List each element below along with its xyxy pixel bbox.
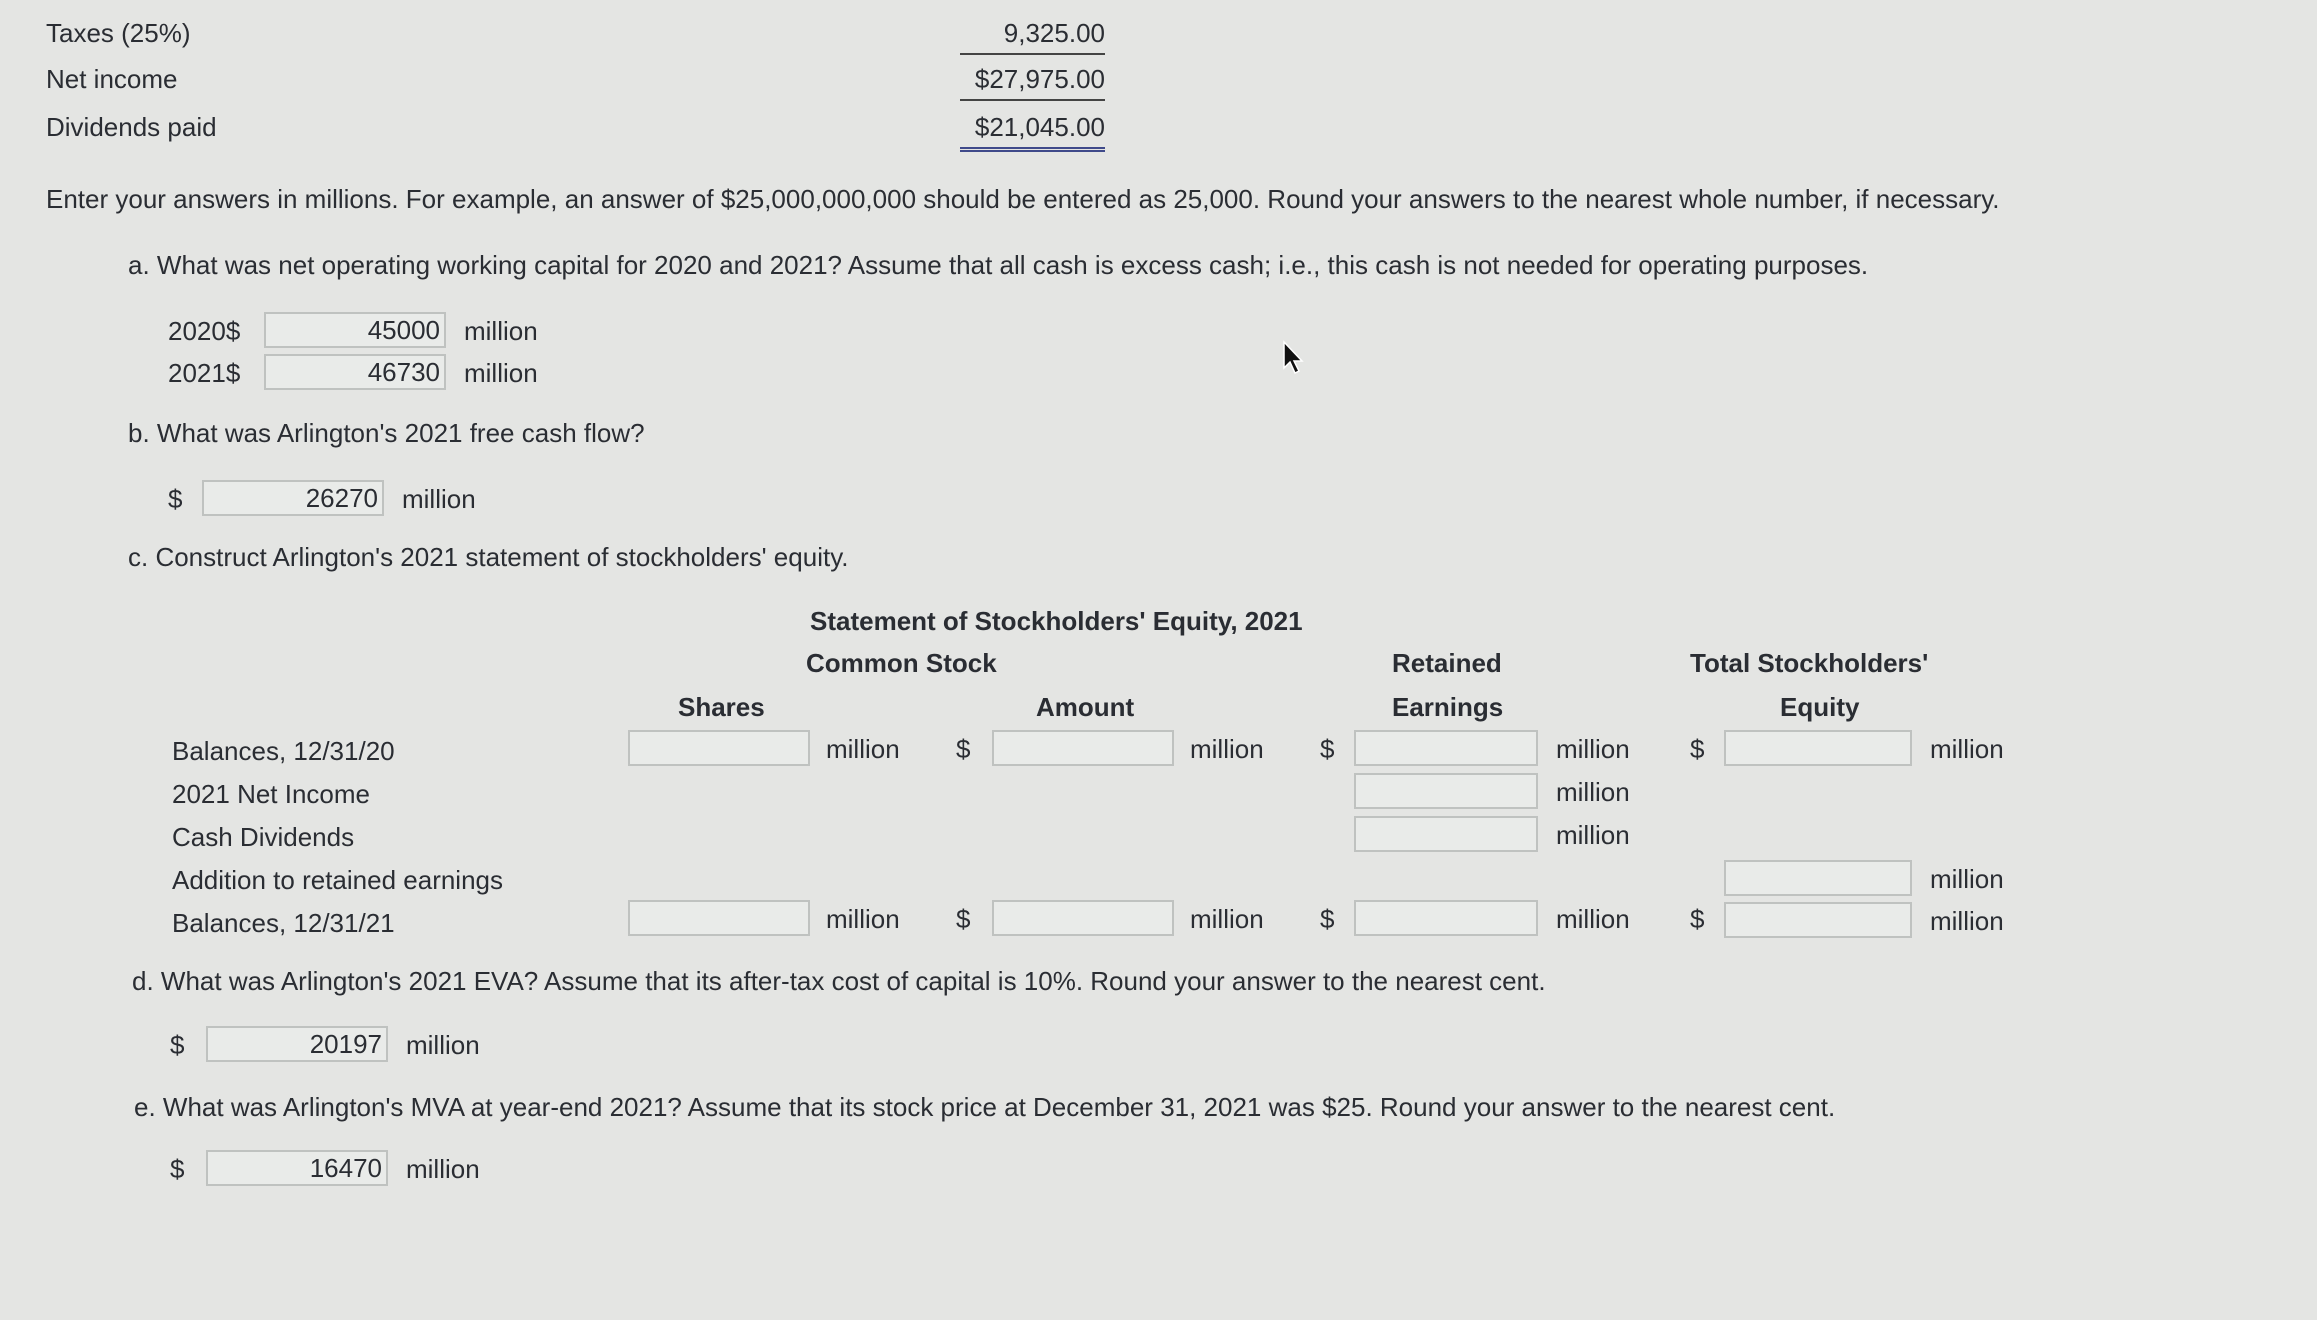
total-header-2: Equity [1780,692,1860,722]
unit: million [1556,904,1630,934]
dollar: $ [1320,734,1335,764]
dollar: $ [1690,734,1705,764]
shares-header: Shares [678,692,765,722]
unit-b: million [402,484,476,514]
label-2020: 2020$ [168,316,241,346]
row-label-addition-retained: Addition to retained earnings [172,865,504,895]
dollar: $ [956,904,971,934]
unit: million [1190,904,1264,934]
total-addition-input[interactable] [1724,860,1912,896]
unit: million [826,904,900,934]
taxes-label: Taxes (25%) [46,18,191,48]
unit: million [1556,777,1630,807]
taxes-value: 9,325.00 [960,18,1105,55]
question-a: a. What was net operating working capital for 2020 and 2021? Assume that all cash is excess cash; i.e., this cash is not needed for operating purposes. [128,250,1869,280]
instructions-text: Enter your answers in millions. For example, an answer of $25,000,000,000 should be entered as 25,000. Round your answers to the nearest whole number, if necessary. [46,184,2000,214]
amount-2020-input[interactable] [992,730,1174,766]
question-d: d. What was Arlington's 2021 EVA? Assume that its after-tax cost of capital is 10%. Round your answer to the nearest cent. [132,966,1546,996]
dividends-value: $21,045.00 [960,112,1105,152]
shares-2020-input[interactable] [628,730,810,766]
dividends-label: Dividends paid [46,112,217,142]
row-label-balances-2020: Balances, 12/31/20 [172,736,395,766]
shares-2021-input[interactable] [628,900,810,936]
mouse-pointer-icon [1282,340,1306,376]
dollar: $ [1690,904,1705,934]
retained-2020-input[interactable] [1354,730,1538,766]
unit: million [1556,820,1630,850]
total-2021-input[interactable] [1724,902,1912,938]
fcf-input[interactable] [202,480,384,516]
unit-2021: million [464,358,538,388]
dollar-e: $ [170,1154,185,1184]
unit-2020: million [464,316,538,346]
question-c: c. Construct Arlington's 2021 statement of stockholders' equity. [128,542,849,572]
dollar: $ [956,734,971,764]
retained-2021-input[interactable] [1354,900,1538,936]
unit: million [1930,906,2004,936]
dollar-d: $ [170,1030,185,1060]
unit-e: million [406,1154,480,1184]
statement-title: Statement of Stockholders' Equity, 2021 [810,606,1303,636]
unit: million [1190,734,1264,764]
unit: million [1930,734,2004,764]
net-income-label: Net income [46,64,178,94]
total-header-1: Total Stockholders' [1690,648,1929,678]
retained-header-1: Retained [1392,648,1502,678]
retained-header-2: Earnings [1392,692,1504,722]
dollar: $ [1320,904,1335,934]
total-2020-input[interactable] [1724,730,1912,766]
nowc-2021-input[interactable] [264,354,446,390]
row-label-cash-dividends: Cash Dividends [172,822,355,852]
unit-d: million [406,1030,480,1060]
retained-net-income-input[interactable] [1354,773,1538,809]
unit: million [1556,734,1630,764]
amount-2021-input[interactable] [992,900,1174,936]
mva-input[interactable] [206,1150,388,1186]
retained-dividends-input[interactable] [1354,816,1538,852]
nowc-2020-input[interactable] [264,312,446,348]
label-2021: 2021$ [168,358,241,388]
amount-header: Amount [1036,692,1135,722]
row-label-net-income: 2021 Net Income [172,779,371,809]
question-b: b. What was Arlington's 2021 free cash flow? [128,418,645,448]
question-e: e. What was Arlington's MVA at year-end 2021? Assume that its stock price at December 31, 2021 was $25. Round your answer to the nearest cent. [134,1092,1836,1122]
eva-input[interactable] [206,1026,388,1062]
net-income-value: $27,975.00 [960,64,1105,101]
common-stock-header: Common Stock [806,648,997,678]
unit: million [826,734,900,764]
dollar-b: $ [168,484,183,514]
row-label-balances-2021: Balances, 12/31/21 [172,908,395,938]
unit: million [1930,864,2004,894]
